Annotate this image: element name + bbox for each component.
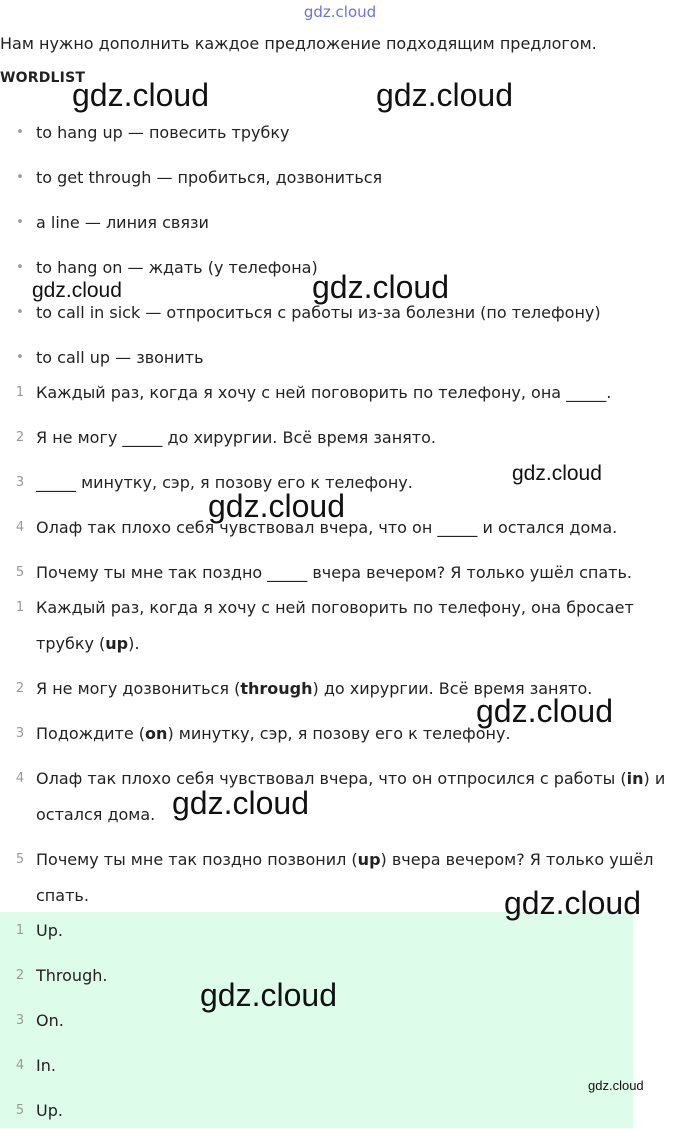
filled-text-after: ) и остался дома.	[36, 769, 666, 824]
filled-text-before: Подождите (	[36, 724, 146, 743]
filled-text-before: Олаф так плохо себя чувствовал вчера, что он отпросился с работы (	[36, 769, 627, 788]
item-number: 1	[15, 385, 25, 400]
filled-text-before: Каждый раз, когда я хочу с ней поговорить по телефону, она бросает трубку (	[36, 598, 634, 653]
item-number: 1	[15, 600, 25, 615]
bullet-icon: •	[16, 350, 24, 365]
watermark: gdz.cloud	[376, 77, 513, 113]
wordlist-heading: WORDLIST	[0, 70, 86, 86]
answer-text: Up.	[36, 921, 63, 940]
watermark: gdz.cloud	[200, 977, 337, 1013]
preposition-answer: up	[105, 634, 129, 653]
preposition-answer: in	[626, 769, 644, 788]
preposition-answer: on	[145, 724, 168, 743]
answer-text: In.	[36, 1056, 56, 1075]
bullet-icon: •	[16, 125, 24, 140]
item-number: 4	[15, 520, 25, 535]
filled-text-before: Я не могу дозвониться (	[36, 679, 241, 698]
preposition-answer: up	[357, 850, 381, 869]
bullet-icon: •	[16, 215, 24, 230]
watermark: gdz.cloud	[32, 279, 122, 302]
filled-text-after: ).	[128, 634, 140, 653]
watermark: gdz.cloud	[588, 1078, 644, 1093]
filled-item-text	[36, 590, 670, 662]
bullet-icon: •	[16, 305, 24, 320]
exercise-item-text: Олаф так плохо себя чувствовал вчера, что он _____ и остался дома.	[36, 518, 618, 537]
item-number: 3	[15, 1013, 25, 1028]
item-number: 2	[15, 681, 25, 696]
item-number: 1	[15, 923, 25, 938]
wordlist-item-text: to call up — звонить	[36, 348, 204, 367]
task-intro: Нам нужно дополнить каждое предложение подходящим предлогом.	[0, 34, 597, 53]
answer-text: On.	[36, 1011, 64, 1030]
watermark: gdz.cloud	[512, 462, 602, 485]
bullet-icon: •	[16, 260, 24, 275]
item-number: 4	[15, 1058, 25, 1073]
filled-text-after: ) до хирургии. Всё время занято.	[312, 679, 593, 698]
watermark: gdz.cloud	[72, 77, 209, 113]
answer-text: Through.	[36, 966, 108, 985]
site-mark[interactable]: gdz.cloud	[303, 3, 377, 21]
wordlist-item-text: to hang up — повесить трубку	[36, 123, 290, 142]
watermark: gdz.cloud	[476, 693, 613, 729]
exercise-item-text: Каждый раз, когда я хочу с ней поговорить по телефону, она _____.	[36, 383, 612, 402]
item-number: 2	[15, 968, 25, 983]
filled-text-before: Почему ты мне так поздно позвонил (	[36, 850, 358, 869]
watermark: gdz.cloud	[208, 488, 345, 524]
filled-text-after: ) вчера вечером? Я только ушёл спать.	[36, 850, 654, 905]
preposition-answer: through	[240, 679, 313, 698]
wordlist-item-text: to get through — пробиться, дозвониться	[36, 168, 383, 187]
watermark: gdz.cloud	[312, 269, 449, 305]
wordlist-item-text: to hang on — ждать (у телефона)	[36, 258, 318, 277]
item-number: 5	[15, 565, 25, 580]
item-number: 4	[15, 771, 25, 786]
wordlist-item-text: a line — линия связи	[36, 213, 209, 232]
watermark: gdz.cloud	[504, 885, 641, 921]
watermark: gdz.cloud	[172, 785, 309, 821]
item-number: 2	[15, 430, 25, 445]
item-number: 5	[15, 1103, 25, 1118]
exercise-item-text: _____ минутку, сэр, я позову его к телефону.	[36, 473, 413, 492]
answer-text: Up.	[36, 1101, 63, 1120]
item-number: 3	[15, 726, 25, 741]
filled-item-text	[36, 761, 670, 833]
wordlist-item-text: to call in sick — отпроситься с работы из-за болезни (по телефону)	[36, 303, 601, 322]
bullet-icon: •	[16, 170, 24, 185]
exercise-item-text: Я не могу _____ до хирургии. Всё время занято.	[36, 428, 436, 447]
item-number: 5	[15, 852, 25, 867]
exercise-item-text: Почему ты мне так поздно _____ вчера вечером? Я только ушёл спать.	[36, 563, 632, 582]
item-number: 3	[15, 475, 25, 490]
filled-text-after: ) минутку, сэр, я позову его к телефону.	[167, 724, 511, 743]
